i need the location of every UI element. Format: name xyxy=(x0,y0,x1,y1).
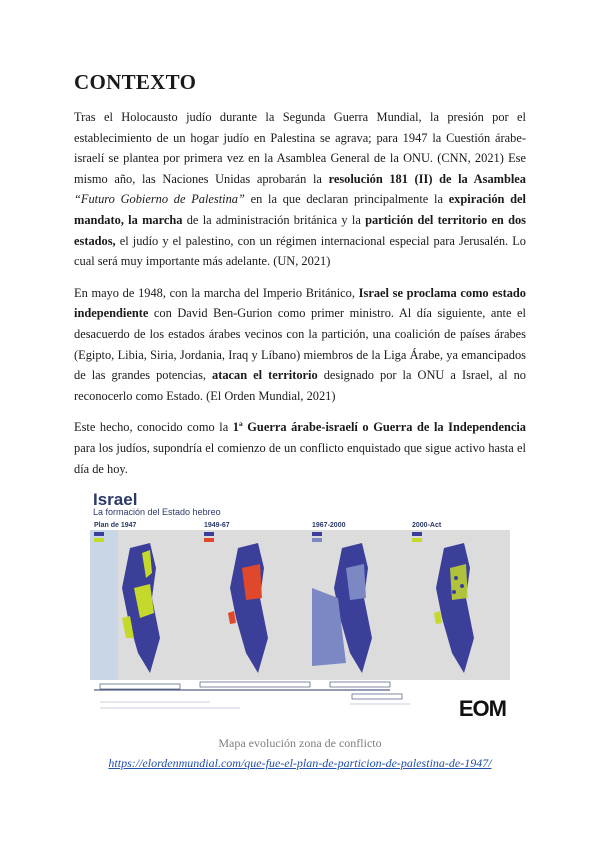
timeline xyxy=(94,682,410,708)
panel-label-1967-2000: 1967-2000 xyxy=(312,522,346,529)
panel-label-1949-67: 1949-67 xyxy=(204,522,230,529)
italic-text: “Futuro Gobierno de Palestina” xyxy=(74,192,245,207)
map-panels xyxy=(90,488,510,726)
panel-label-1947: Plan de 1947 xyxy=(94,522,137,529)
section-heading: CONTEXTO xyxy=(74,70,197,94)
figure-subtitle: La formación del Estado hebreo xyxy=(93,507,221,517)
bold-text: 1ª Guerra árabe-israelí o Guerra de la Independencia xyxy=(232,420,526,435)
text: Tras el Holocausto judío durante la Segunda Guerra Mundial, la presión por el establecimiento de un hogar judío en Palestina se agrava; para 1947 la Cuestión árabe-israelí se plantea por primera vez en la Asamblea General de la ONU. (CNN, 2021) Ese mismo año, las Naciones Unidas aprobarán la xyxy=(74,110,526,186)
text: para los judíos, supondría el comienzo de un conflicto enquistado que sigue activo hasta el día de hoy. xyxy=(74,440,526,476)
paragraph-3 xyxy=(74,417,526,479)
sea-left xyxy=(90,530,118,680)
bold-text: partición del territorio en dos estados, xyxy=(74,212,527,248)
text: Este hecho, conocido como la xyxy=(74,420,233,435)
text: con David Ben-Gurion como primer ministro. Al día siguiente, ante el desacuerdo de los estados árabes vecinos con la partición, una coalición de países árabes (Egipto, Libia, Siria, Jordania, Iraq y Líbano) miembros de la Liga Árabe, ya emancipados de las grandes potencias, xyxy=(74,306,526,383)
text: En mayo de 1948, con la marcha del Imperio Británico, xyxy=(74,285,359,300)
source-link[interactable]: https://elordenmundial.com/que-fue-el-plan-de-particion-de-palestina-de-1947/ xyxy=(108,756,492,770)
eom-logo: EOM xyxy=(458,696,506,721)
figure-title: Israel xyxy=(93,490,138,509)
figure-caption: Mapa evolución zona de conflicto xyxy=(218,736,382,750)
text: designado por la ONU a Israel, al no reconocerlo como Estado. (El Orden Mundial, 2021) xyxy=(74,368,526,403)
bold-text: atacan el territorio xyxy=(212,368,318,383)
text: el judío y el palestino, con un régimen internacional especial para Jerusalén. Lo cual será muy importante más adelante. (UN, 2021) xyxy=(74,233,526,269)
document-body xyxy=(74,70,526,490)
conflict-evolution-map xyxy=(90,488,510,726)
bold-text: expiración del mandato, la marcha xyxy=(74,192,526,227)
paragraph-1 xyxy=(74,107,526,272)
bold-text: resolución 181 (II) de la Asamblea xyxy=(328,171,526,186)
bold-text: Israel se proclama como estado independiente xyxy=(74,285,527,321)
text: de la administración británica y la xyxy=(182,212,366,227)
paragraph-2 xyxy=(74,283,526,407)
text: en la que declaran principalmente la xyxy=(244,192,449,207)
panel-label-2000-act: 2000-Act xyxy=(412,522,442,529)
